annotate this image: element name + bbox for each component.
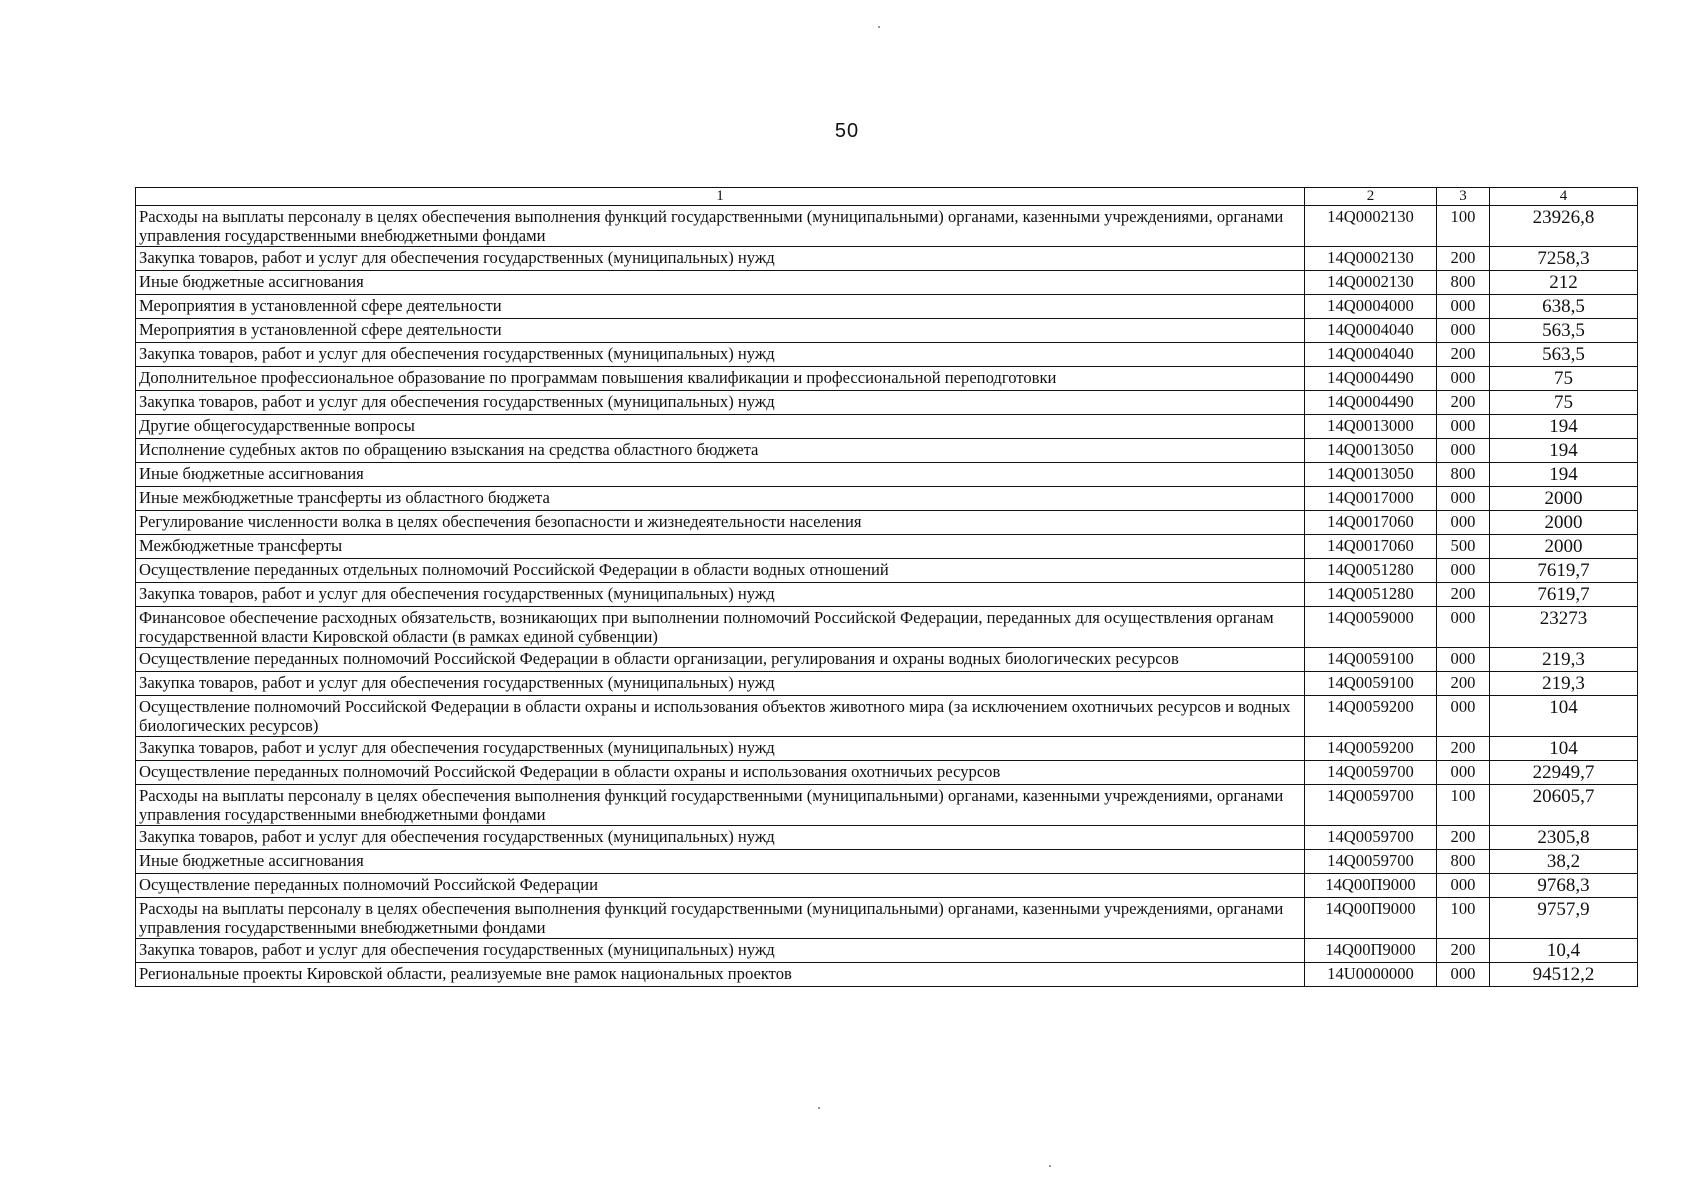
table-row <box>136 271 1638 295</box>
row-type-cell: 000 <box>1437 295 1490 319</box>
row-sum-cell: 23926,8 <box>1490 206 1638 247</box>
row-code-cell: 14Q0051280 <box>1305 559 1437 583</box>
row-type-cell: 000 <box>1437 439 1490 463</box>
table-row <box>136 785 1638 826</box>
table-row <box>136 583 1638 607</box>
row-name-cell: Осуществление переданных полномочий Российской Федерации в области организации, регулирования и охраны водных биологических ресурсов <box>136 648 1305 672</box>
row-code-cell: 14Q0017000 <box>1305 487 1437 511</box>
table-row <box>136 898 1638 939</box>
row-sum-cell: 104 <box>1490 696 1638 737</box>
table-row <box>136 367 1638 391</box>
table-row <box>136 206 1638 247</box>
row-type-cell: 000 <box>1437 874 1490 898</box>
row-sum-cell: 563,5 <box>1490 343 1638 367</box>
row-sum-cell: 22949,7 <box>1490 761 1638 785</box>
row-code-cell: 14Q0059100 <box>1305 672 1437 696</box>
row-sum-cell: 38,2 <box>1490 850 1638 874</box>
row-code-cell: 14Q0051280 <box>1305 583 1437 607</box>
row-code-cell: 14Q0013050 <box>1305 439 1437 463</box>
scan-speck <box>1049 1165 1051 1167</box>
row-type-cell: 200 <box>1437 247 1490 271</box>
row-type-cell: 000 <box>1437 487 1490 511</box>
row-sum-cell: 194 <box>1490 439 1638 463</box>
row-name-cell: Закупка товаров, работ и услуг для обеспечения государственных (муниципальных) нужд <box>136 939 1305 963</box>
row-type-cell: 200 <box>1437 391 1490 415</box>
row-type-cell: 100 <box>1437 206 1490 247</box>
row-code-cell: 14Q0002130 <box>1305 247 1437 271</box>
row-type-cell: 200 <box>1437 583 1490 607</box>
row-name-cell: Осуществление переданных полномочий Российской Федерации в области охраны и использования охотничьих ресурсов <box>136 761 1305 785</box>
row-sum-cell: 219,3 <box>1490 648 1638 672</box>
row-name-cell: Дополнительное профессиональное образование по программам повышения квалификации и профессиональной переподготовки <box>136 367 1305 391</box>
row-type-cell: 000 <box>1437 319 1490 343</box>
column-header-sum: 4 <box>1490 188 1638 206</box>
row-name-cell: Закупка товаров, работ и услуг для обеспечения государственных (муниципальных) нужд <box>136 247 1305 271</box>
row-code-cell: 14Q0004490 <box>1305 367 1437 391</box>
row-type-cell: 000 <box>1437 696 1490 737</box>
row-code-cell: 14Q0013050 <box>1305 463 1437 487</box>
row-name-cell: Иные бюджетные ассигнования <box>136 850 1305 874</box>
row-sum-cell: 9768,3 <box>1490 874 1638 898</box>
row-sum-cell: 638,5 <box>1490 295 1638 319</box>
table-row <box>136 391 1638 415</box>
row-sum-cell: 75 <box>1490 391 1638 415</box>
row-sum-cell: 23273 <box>1490 607 1638 648</box>
row-type-cell: 200 <box>1437 737 1490 761</box>
page-number: 50 <box>834 120 860 142</box>
table-row <box>136 415 1638 439</box>
row-code-cell: 14Q0017060 <box>1305 511 1437 535</box>
row-code-cell: 14Q0017060 <box>1305 535 1437 559</box>
table-row <box>136 487 1638 511</box>
row-code-cell: 14U0000000 <box>1305 963 1437 987</box>
table-row <box>136 963 1638 987</box>
row-name-cell: Регулирование численности волка в целях обеспечения безопасности и жизнедеятельности населения <box>136 511 1305 535</box>
row-sum-cell: 10,4 <box>1490 939 1638 963</box>
row-name-cell: Мероприятия в установленной сфере деятельности <box>136 319 1305 343</box>
row-name-cell: Региональные проекты Кировской области, реализуемые вне рамок национальных проектов <box>136 963 1305 987</box>
table-row <box>136 463 1638 487</box>
row-code-cell: 14Q0059100 <box>1305 648 1437 672</box>
row-type-cell: 000 <box>1437 761 1490 785</box>
row-sum-cell: 194 <box>1490 415 1638 439</box>
table-row <box>136 295 1638 319</box>
row-name-cell: Закупка товаров, работ и услуг для обеспечения государственных (муниципальных) нужд <box>136 343 1305 367</box>
row-type-cell: 200 <box>1437 939 1490 963</box>
row-name-cell: Исполнение судебных актов по обращению взыскания на средства областного бюджета <box>136 439 1305 463</box>
row-type-cell: 100 <box>1437 785 1490 826</box>
table-row <box>136 535 1638 559</box>
row-name-cell: Закупка товаров, работ и услуг для обеспечения государственных (муниципальных) нужд <box>136 672 1305 696</box>
row-name-cell: Расходы на выплаты персоналу в целях обеспечения выполнения функций государственными (муниципальными) органами, казенными учреждениями, органами управления государственными внебюджетными фондами <box>136 206 1305 247</box>
row-name-cell: Расходы на выплаты персоналу в целях обеспечения выполнения функций государственными (муниципальными) органами, казенными учреждениями, органами управления государственными внебюджетными фондами <box>136 898 1305 939</box>
row-type-cell: 800 <box>1437 271 1490 295</box>
row-type-cell: 800 <box>1437 850 1490 874</box>
table-row <box>136 559 1638 583</box>
row-code-cell: 14Q0004490 <box>1305 391 1437 415</box>
table-row <box>136 648 1638 672</box>
row-code-cell: 14Q00П9000 <box>1305 874 1437 898</box>
row-code-cell: 14Q0013000 <box>1305 415 1437 439</box>
row-type-cell: 800 <box>1437 463 1490 487</box>
table-row <box>136 319 1638 343</box>
scan-speck <box>818 1107 820 1109</box>
row-sum-cell: 194 <box>1490 463 1638 487</box>
row-name-cell: Закупка товаров, работ и услуг для обеспечения государственных (муниципальных) нужд <box>136 583 1305 607</box>
row-type-cell: 500 <box>1437 535 1490 559</box>
row-name-cell: Закупка товаров, работ и услуг для обеспечения государственных (муниципальных) нужд <box>136 737 1305 761</box>
row-name-cell: Закупка товаров, работ и услуг для обеспечения государственных (муниципальных) нужд <box>136 391 1305 415</box>
row-type-cell: 200 <box>1437 826 1490 850</box>
row-code-cell: 14Q0059200 <box>1305 696 1437 737</box>
budget-table <box>135 187 1638 987</box>
row-code-cell: 14Q0059000 <box>1305 607 1437 648</box>
row-name-cell: Осуществление переданных отдельных полномочий Российской Федерации в области водных отношений <box>136 559 1305 583</box>
row-type-cell: 000 <box>1437 607 1490 648</box>
row-code-cell: 14Q0059700 <box>1305 850 1437 874</box>
table-row <box>136 247 1638 271</box>
row-code-cell: 14Q0059200 <box>1305 737 1437 761</box>
table-row <box>136 761 1638 785</box>
row-code-cell: 14Q0002130 <box>1305 271 1437 295</box>
table-row <box>136 672 1638 696</box>
row-code-cell: 14Q00П9000 <box>1305 939 1437 963</box>
table-header-row <box>136 188 1638 206</box>
table-row <box>136 826 1638 850</box>
row-code-cell: 14Q0004040 <box>1305 319 1437 343</box>
row-sum-cell: 7258,3 <box>1490 247 1638 271</box>
row-type-cell: 000 <box>1437 648 1490 672</box>
table-row <box>136 939 1638 963</box>
row-code-cell: 14Q0004000 <box>1305 295 1437 319</box>
row-name-cell: Иные бюджетные ассигнования <box>136 271 1305 295</box>
row-sum-cell: 94512,2 <box>1490 963 1638 987</box>
row-name-cell: Иные межбюджетные трансферты из областного бюджета <box>136 487 1305 511</box>
row-code-cell: 14Q0004040 <box>1305 343 1437 367</box>
table-row <box>136 511 1638 535</box>
row-type-cell: 000 <box>1437 367 1490 391</box>
row-sum-cell: 2305,8 <box>1490 826 1638 850</box>
row-sum-cell: 2000 <box>1490 487 1638 511</box>
row-code-cell: 14Q0059700 <box>1305 826 1437 850</box>
row-sum-cell: 9757,9 <box>1490 898 1638 939</box>
row-code-cell: 14Q0059700 <box>1305 785 1437 826</box>
row-name-cell: Осуществление переданных полномочий Российской Федерации <box>136 874 1305 898</box>
row-code-cell: 14Q0059700 <box>1305 761 1437 785</box>
table-row <box>136 696 1638 737</box>
row-type-cell: 000 <box>1437 963 1490 987</box>
row-sum-cell: 7619,7 <box>1490 559 1638 583</box>
row-name-cell: Финансовое обеспечение расходных обязательств, возникающих при выполнении полномочий Российской Федерации, переданных для осуществления органам государственной власти Кировской области (в рамках единой субвенции) <box>136 607 1305 648</box>
row-name-cell: Межбюджетные трансферты <box>136 535 1305 559</box>
row-sum-cell: 2000 <box>1490 511 1638 535</box>
table-row <box>136 874 1638 898</box>
column-header-type: 3 <box>1437 188 1490 206</box>
scan-speck <box>878 26 880 28</box>
row-type-cell: 000 <box>1437 415 1490 439</box>
table-row <box>136 607 1638 648</box>
row-sum-cell: 75 <box>1490 367 1638 391</box>
row-sum-cell: 212 <box>1490 271 1638 295</box>
row-code-cell: 14Q00П9000 <box>1305 898 1437 939</box>
row-code-cell: 14Q0002130 <box>1305 206 1437 247</box>
row-type-cell: 100 <box>1437 898 1490 939</box>
column-header-code: 2 <box>1305 188 1437 206</box>
row-name-cell: Осуществление полномочий Российской Федерации в области охраны и использования объектов животного мира (за исключением охотничьих ресурсов и водных биологических ресурсов) <box>136 696 1305 737</box>
row-name-cell: Закупка товаров, работ и услуг для обеспечения государственных (муниципальных) нужд <box>136 826 1305 850</box>
row-sum-cell: 104 <box>1490 737 1638 761</box>
row-type-cell: 200 <box>1437 672 1490 696</box>
row-sum-cell: 219,3 <box>1490 672 1638 696</box>
row-name-cell: Другие общегосударственные вопросы <box>136 415 1305 439</box>
table-row <box>136 850 1638 874</box>
row-name-cell: Мероприятия в установленной сфере деятельности <box>136 295 1305 319</box>
table-row <box>136 343 1638 367</box>
row-name-cell: Расходы на выплаты персоналу в целях обеспечения выполнения функций государственными (муниципальными) органами, казенными учреждениями, органами управления государственными внебюджетными фондами <box>136 785 1305 826</box>
row-type-cell: 000 <box>1437 511 1490 535</box>
row-type-cell: 000 <box>1437 559 1490 583</box>
table-row <box>136 439 1638 463</box>
row-type-cell: 200 <box>1437 343 1490 367</box>
row-sum-cell: 20605,7 <box>1490 785 1638 826</box>
column-header-name: 1 <box>136 188 1305 206</box>
row-sum-cell: 2000 <box>1490 535 1638 559</box>
row-sum-cell: 7619,7 <box>1490 583 1638 607</box>
row-sum-cell: 563,5 <box>1490 319 1638 343</box>
table-row <box>136 737 1638 761</box>
row-name-cell: Иные бюджетные ассигнования <box>136 463 1305 487</box>
